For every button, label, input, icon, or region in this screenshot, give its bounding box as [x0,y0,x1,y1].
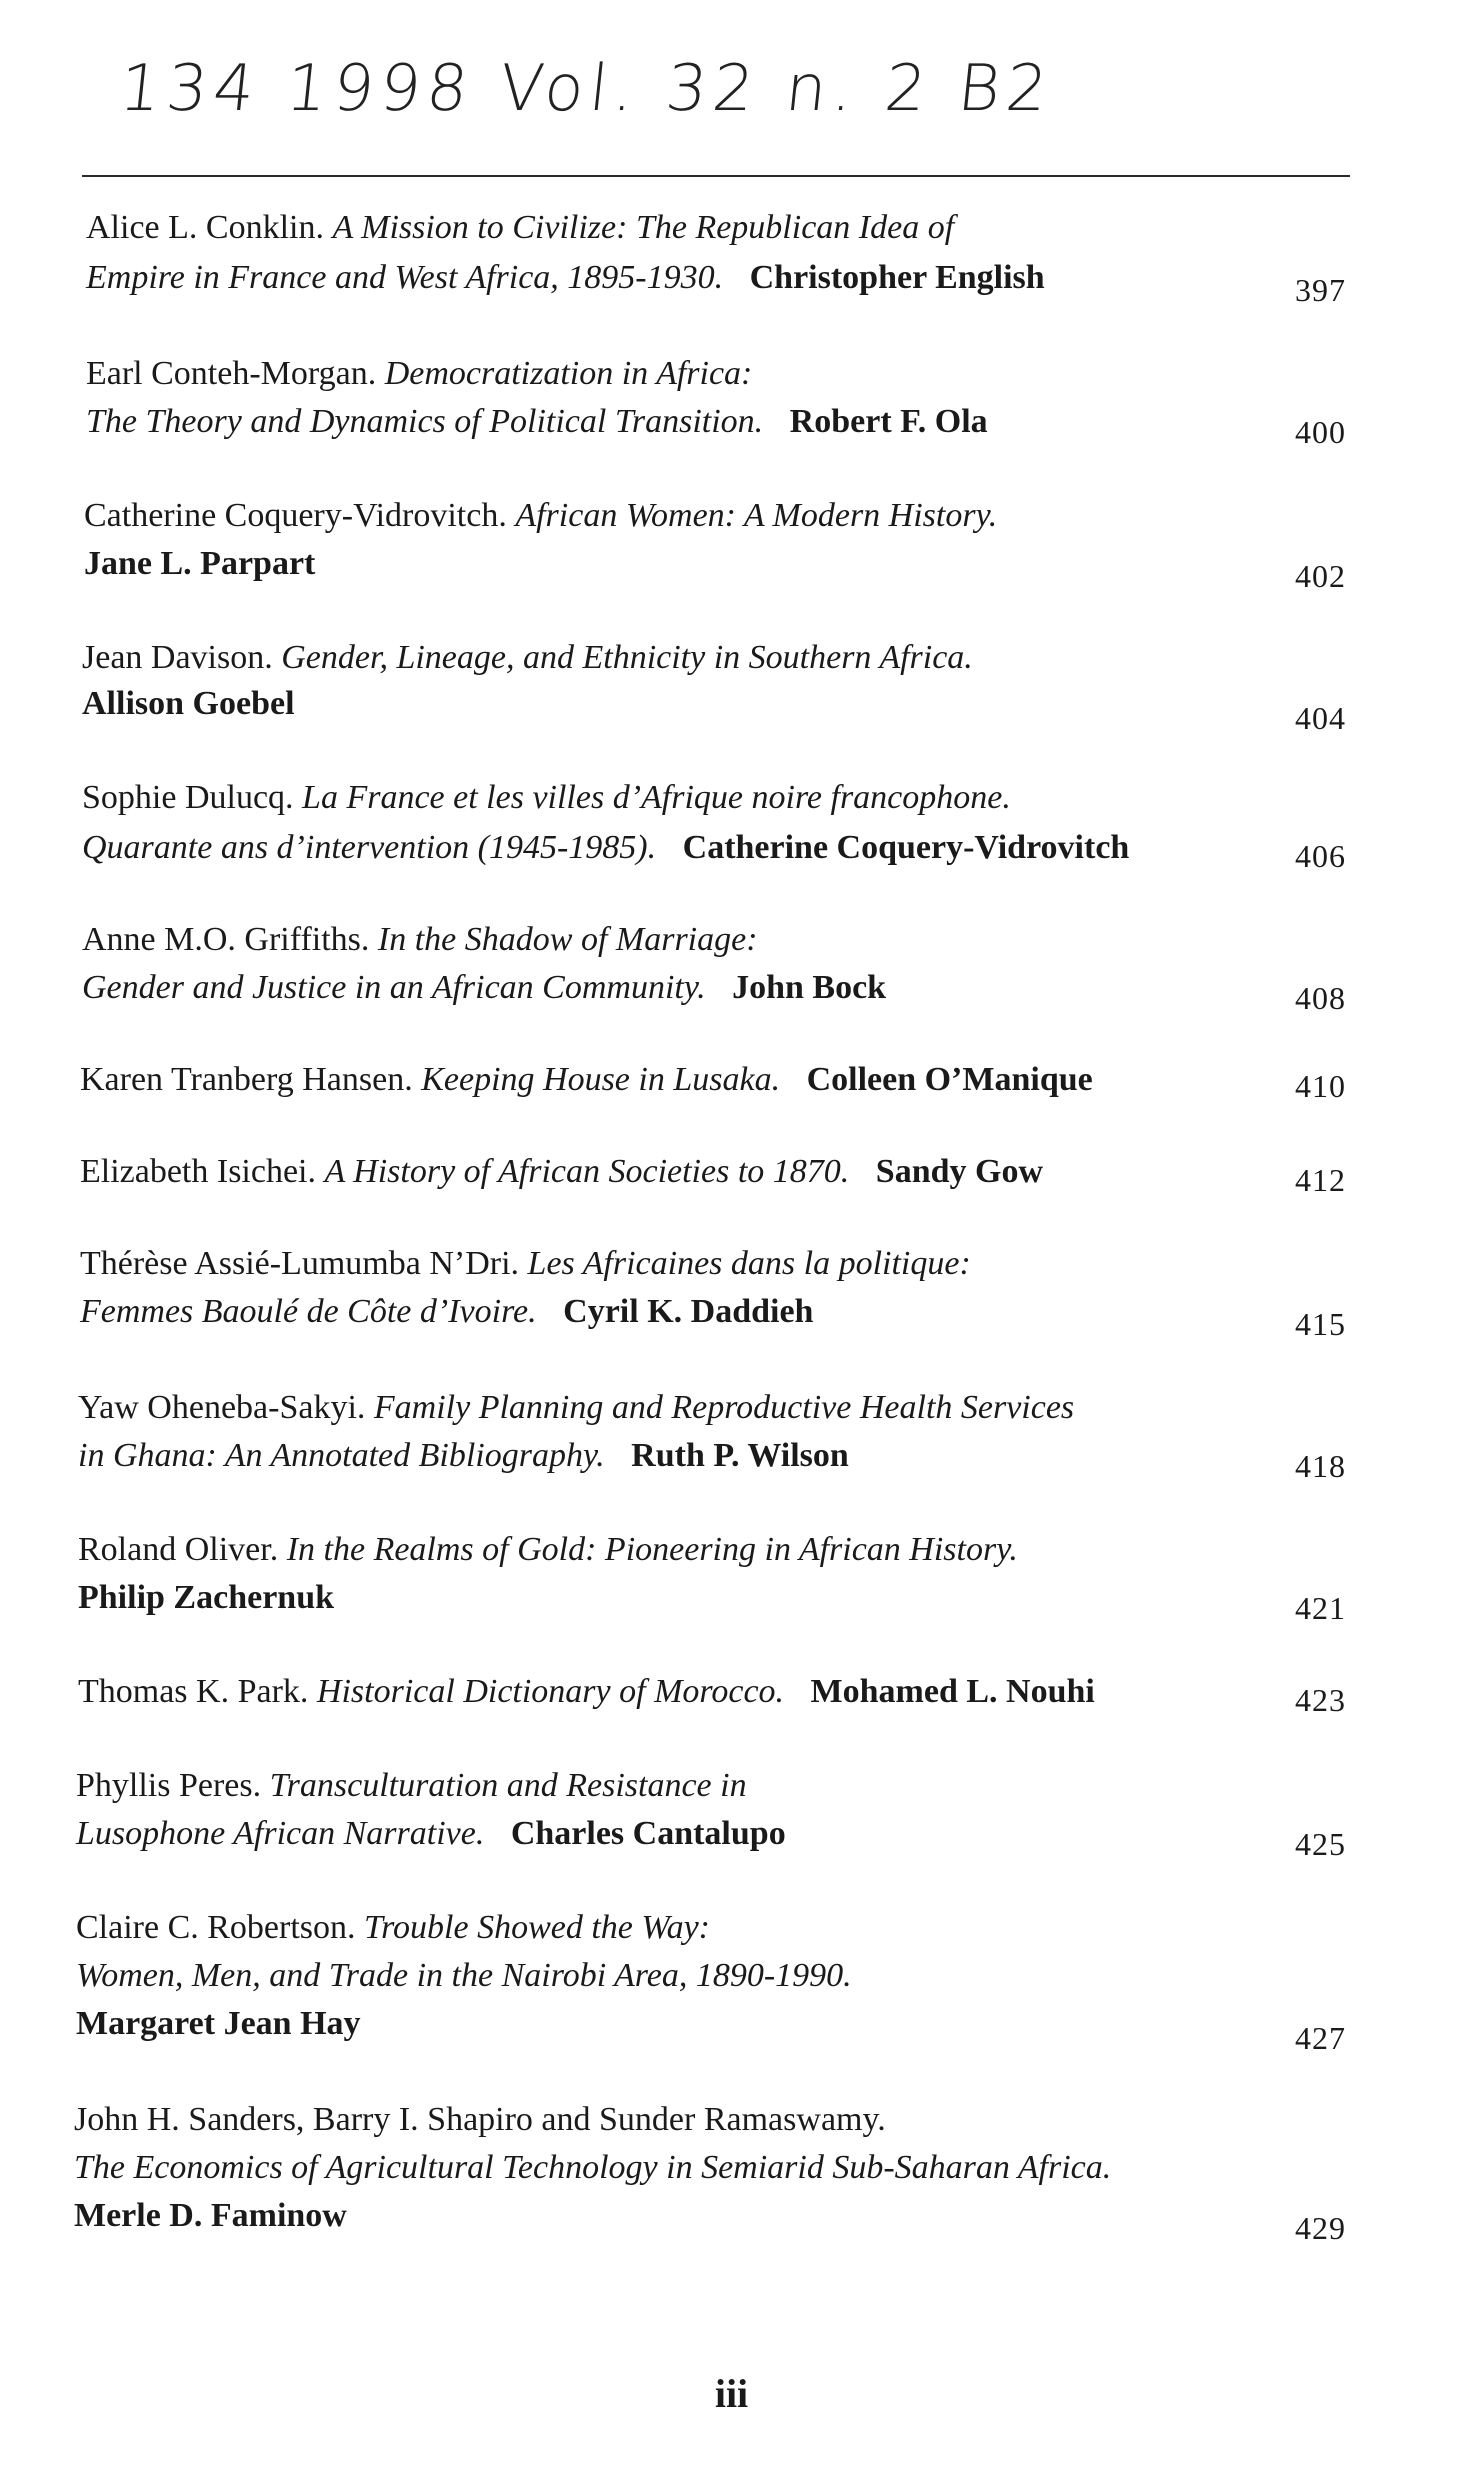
reviewer-name: Robert F. Ola [789,403,988,440]
book-title: Transculturation and Resistance in [269,1767,747,1804]
page-number: 418 [1295,1448,1346,1484]
entry-line-2 [78,1574,334,1622]
entry-line-1 [78,1526,1018,1574]
book-author: Earl Conteh-Morgan. [86,355,377,392]
book-author: Karen Tranberg Hansen. [80,1061,413,1098]
entry-line-2 [76,1810,786,1858]
page-number: 400 [1295,414,1346,450]
entry-line-1 [80,1240,971,1288]
book-author: Roland Oliver. [78,1531,279,1568]
book-title-cont: The Economics of Agricultural Technology in Semiarid Sub-Saharan Africa. [74,2149,1112,2186]
entry-line-1 [76,1904,710,1952]
entry-line-2 [80,1288,813,1336]
page-number: 410 [1295,1068,1346,1104]
page-number: 421 [1295,1590,1346,1626]
book-title-cont: Quarante ans d’intervention (1945-1985). [82,829,657,866]
book-title: In the Shadow of Marriage: [377,921,758,958]
reviewer-name: Catherine Coquery-Vidrovitch [682,829,1130,866]
reviewer-name: Philip Zachernuk [78,1579,335,1616]
book-author: Jean Davison. [82,639,273,676]
entry-line-2 [84,540,315,588]
reviewer-name: Charles Cantalupo [510,1815,786,1852]
book-title-cont: Empire in France and West Africa, 1895-1930. [86,259,724,296]
page-number: 429 [1295,2210,1346,2246]
book-title: A History of African Societies to 1870. [324,1153,850,1190]
page-number: 402 [1295,558,1346,594]
book-author: Elizabeth Isichei. [80,1153,317,1190]
entry-line-1 [84,492,997,540]
entry-line-2 [82,964,886,1012]
entry-line-1 [86,350,752,398]
book-title: A Mission to Civilize: The Republican Idea of [332,209,955,246]
book-title: Historical Dictionary of Morocco. [316,1673,785,1710]
entry-line-1 [86,204,954,252]
book-author: Claire C. Robertson. [76,1909,356,1946]
book-author: Anne M.O. Griffiths. [82,921,370,958]
entry-line-1 [80,1148,1043,1196]
book-author: Phyllis Peres. [76,1767,262,1804]
page-number: 423 [1295,1682,1346,1718]
entry-line-2 [86,254,1045,302]
book-title-cont: Lusophone African Narrative. [76,1815,485,1852]
reviewer-name: Cyril K. Daddieh [563,1293,814,1330]
entry-line-1 [78,1668,1095,1716]
book-title: La France et les villes d’Afrique noire francophone. [302,779,1011,816]
book-title: Les Africaines dans la politique: [527,1245,971,1282]
page-number: 425 [1295,1826,1346,1862]
book-author: Catherine Coquery-Vidrovitch. [84,497,507,534]
entry-line-2 [74,2144,1111,2192]
page-number: 412 [1295,1162,1346,1198]
entry-line-3 [74,2192,347,2240]
book-author: Thérèse Assié-Lumumba N’Dri. [80,1245,520,1282]
reviewer-name: Margaret Jean Hay [76,2005,361,2042]
book-author: John H. Sanders, Barry I. Shapiro and Sunder Ramaswamy. [74,2101,886,2138]
book-title: Democratization in Africa: [384,355,753,392]
reviewer-name: Sandy Gow [875,1153,1044,1190]
reviewer-name: John Bock [732,969,887,1006]
book-author: Yaw Oheneba-Sakyi. [78,1389,366,1426]
entry-line-2 [78,1432,849,1480]
entry-line-2 [82,680,295,728]
entry-line-1 [82,634,973,682]
book-title-cont: Gender and Justice in an African Community. [82,969,706,1006]
book-author: Thomas K. Park. [78,1673,309,1710]
book-title: In the Realms of Gold: Pioneering in African History. [286,1531,1018,1568]
handwritten-annotation: 134 1998 Vol. 32 n. 2 B2 [116,52,1057,126]
reviewer-name: Colleen O’Manique [806,1061,1093,1098]
book-title-cont: Women, Men, and Trade in the Nairobi Area, 1890-1990. [76,1957,852,1994]
entry-line-1 [82,916,758,964]
book-title-cont: Femmes Baoulé de Côte d’Ivoire. [80,1293,537,1330]
entry-line-3 [76,2000,361,2048]
page-number: 415 [1295,1306,1346,1342]
book-title: Family Planning and Reproductive Health Services [373,1389,1075,1426]
page-number: 427 [1295,2020,1346,2056]
reviewer-name: Mohamed L. Nouhi [810,1673,1095,1710]
reviewer-name: Ruth P. Wilson [631,1437,849,1474]
book-title: Keeping House in Lusaka. [421,1061,781,1098]
entry-line-1 [80,1056,1093,1104]
book-title: Trouble Showed the Way: [364,1909,710,1946]
entry-line-1 [76,1762,747,1810]
reviewer-name: Merle D. Faminow [74,2197,347,2234]
book-author: Sophie Dulucq. [82,779,294,816]
reviewer-name: Jane L. Parpart [84,545,316,582]
entry-line-2 [82,824,1129,872]
entry-line-2 [76,1952,852,2000]
book-author: Alice L. Conklin. [86,209,324,246]
entry-line-1 [74,2096,886,2144]
book-title-cont: The Theory and Dynamics of Political Transition. [86,403,764,440]
reviewer-name: Allison Goebel [82,685,295,722]
page-number: 404 [1295,700,1346,736]
book-title: African Women: A Modern History. [515,497,998,534]
folio-page-number: iii [714,2371,749,2416]
page-number: 397 [1295,272,1346,308]
entry-line-1 [82,774,1011,822]
entry-line-2 [86,398,988,446]
book-title-cont: in Ghana: An Annotated Bibliography. [78,1437,605,1474]
book-title: Gender, Lineage, and Ethnicity in Southern Africa. [281,639,973,676]
page-number: 408 [1295,980,1346,1016]
entry-line-1 [78,1384,1074,1432]
reviewer-name: Christopher English [749,259,1045,296]
page-number: 406 [1295,838,1346,874]
